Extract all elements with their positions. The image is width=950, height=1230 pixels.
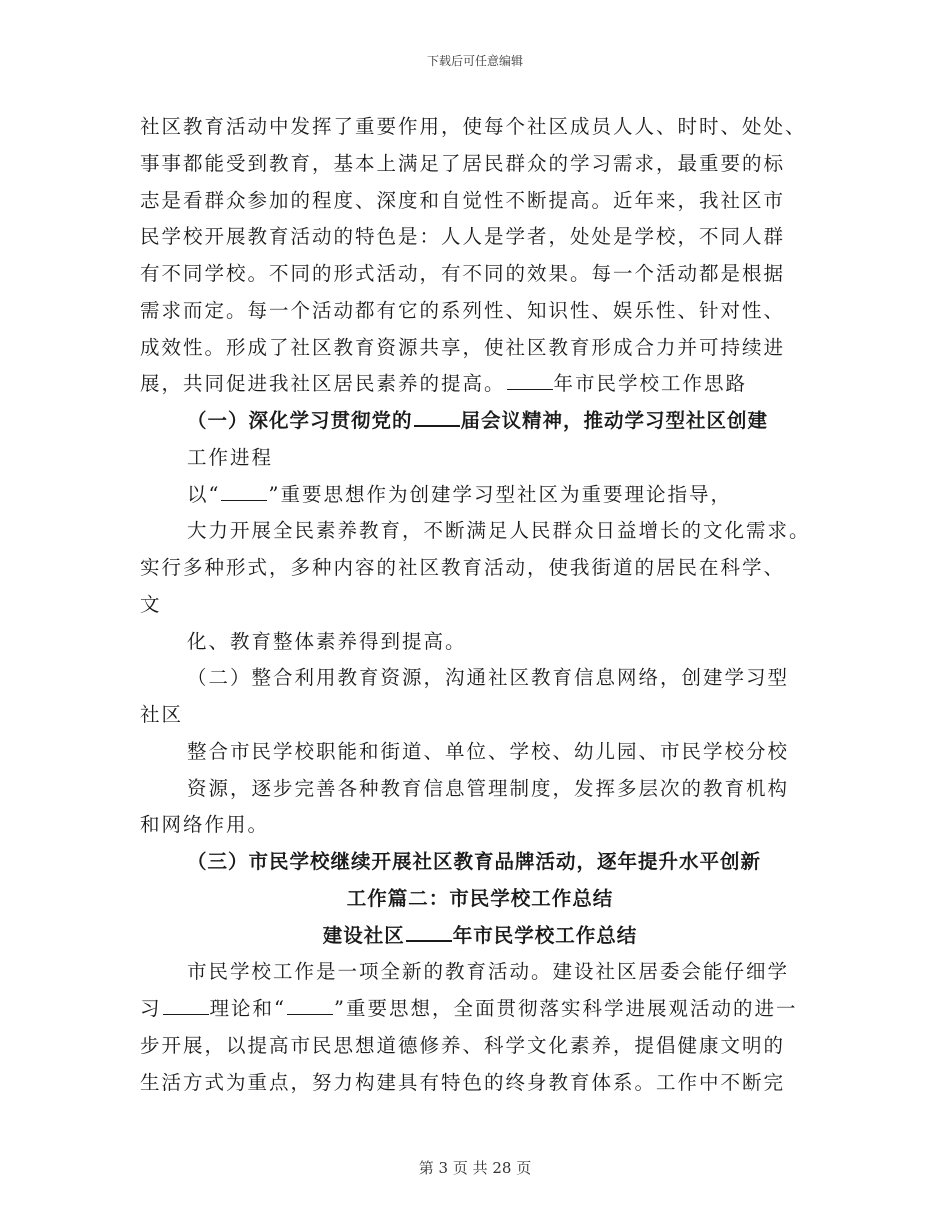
text-line: 志是看群众参加的程度、深度和自觉性不断提高。近年来，我社区市 [140,188,786,212]
text-line: 市民学校工作是一项全新的教育活动。建设社区居委会能仔细学 [187,960,790,984]
text-line: 事事都能受到教育，基本上满足了居民群众的学习需求，最重要的标 [140,151,786,175]
page-footer: 第 3 页 共 28 页 [418,1159,532,1177]
text-line: 展，共同促进我社区居民素养的提高。 年市民学校工作思路 [140,372,748,396]
blank-underline [221,482,267,501]
text-line: 有不同学校。不同的形式活动，有不同的效果。每一个活动都是根据 [140,262,786,285]
text-line: 文 [140,592,162,616]
text-line: 和网络作用。 [140,813,270,837]
text-line: 化、教育整体素养得到提高。 [187,629,467,653]
section-heading: （二）整合利用教育资源，沟通社区教育信息网络，创建学习型 [187,666,790,690]
text-line: 社区 [140,703,184,726]
text-line: 大力开展全民素养教育，不断满足人民群众日益增长的文化需求。 [187,519,811,543]
section-heading: （一）深化学习贯彻党的 届会议精神，推动学习型社区创建 [187,409,769,432]
text-line: 步开展，以提高市民思想道德修养、科学文化素养，提倡健康文明的 [140,1033,786,1057]
blank-underline [163,996,209,1015]
text-line: 生活方式为重点，努力构建具有特色的终身教育体系。工作中不断完 [140,1070,786,1094]
text-line: 成效性。形成了社区教育资源共享，使社区教育形成合力并可持续进 [140,335,786,359]
blank-underline [406,922,452,942]
text-line: 实行多种形式，多种内容的社区教育活动，使我街道的居民在科学、 [140,556,786,579]
blank-underline [414,407,460,427]
text-line: 资源，逐步完善各种教育信息管理制度，发挥多层次的教育机构 [187,776,790,800]
text-line: 习 理论和“ ”重要思想，全面贯彻落实科学进展观活动的进一 [140,997,798,1020]
blank-underline [287,996,333,1015]
section-heading: （三）市民学校继续开展社区教育品牌活动，逐年提升水平创新 [187,850,762,873]
document-subtitle: 建设社区 年市民学校工作总结 [322,923,638,947]
text-line: 需求而定。每一个活动都有它的系列性、知识性、娱乐性、针对性、 [140,298,786,322]
text-line: 工作进程 [187,445,274,469]
blank-underline [507,371,553,390]
text-line: 以“ ”重要思想作为创建学习型社区为重要理论指导， [187,482,732,506]
text-line: 民学校开展教育活动的特色是：人人是学者，处处是学校，不同人群 [140,225,786,249]
page-header: 下载后可任意编辑 [426,54,523,68]
text-line: 社区教育活动中发挥了重要作用，使每个社区成员人人、时时、处处、 [140,115,807,138]
document-title: 工作篇二：市民学校工作总结 [346,886,614,910]
text-line: 整合市民学校职能和街道、单位、学校、幼儿园、市民学校分校 [187,739,790,763]
document-body [140,109,820,1101]
